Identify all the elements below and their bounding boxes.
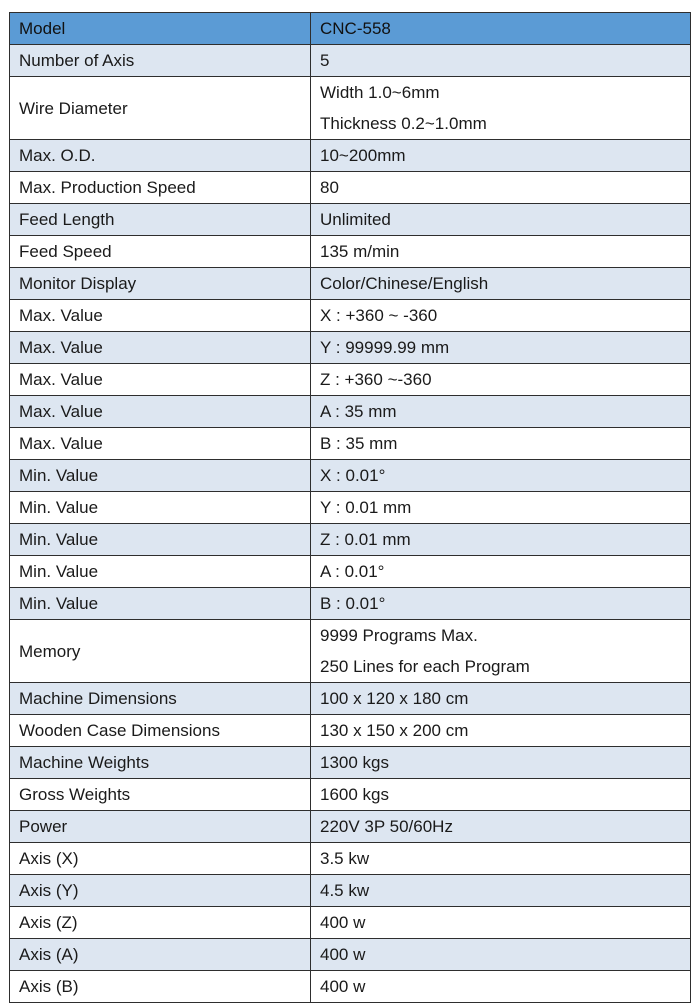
table-header-row [10, 13, 691, 45]
spec-value-line: 3.5 kw [320, 849, 370, 868]
table-row [10, 172, 691, 204]
table-row [10, 875, 691, 907]
table-row [10, 779, 691, 811]
spec-label: Gross Weights [10, 779, 311, 811]
spec-value-line: 220V 3P 50/60Hz [320, 817, 453, 836]
spec-value [311, 492, 691, 524]
table-row [10, 683, 691, 715]
spec-value-line: X : 0.01° [320, 466, 386, 485]
spec-label: Max. O.D. [10, 140, 311, 172]
spec-value [311, 172, 691, 204]
table-row [10, 140, 691, 172]
table-row [10, 204, 691, 236]
spec-value [311, 396, 691, 428]
spec-value-line: Width 1.0~6mm [320, 83, 440, 102]
table-row [10, 556, 691, 588]
spec-label: Max. Value [10, 332, 311, 364]
spec-label: Max. Value [10, 396, 311, 428]
spec-label: Power [10, 811, 311, 843]
spec-label: Wire Diameter [10, 77, 311, 140]
spec-value-line: 10~200mm [320, 146, 406, 165]
table-row [10, 843, 691, 875]
spec-value-line: 130 x 150 x 200 cm [320, 721, 469, 740]
spec-label: Monitor Display [10, 268, 311, 300]
table-row [10, 715, 691, 747]
table-row [10, 907, 691, 939]
spec-value [311, 779, 691, 811]
spec-value-line: 400 w [320, 977, 366, 996]
spec-value-line: 5 [320, 51, 330, 70]
spec-value [311, 715, 691, 747]
spec-label: Wooden Case Dimensions [10, 715, 311, 747]
spec-value [311, 77, 691, 140]
spec-label: Min. Value [10, 524, 311, 556]
spec-value [311, 204, 691, 236]
table-row [10, 364, 691, 396]
spec-value [311, 460, 691, 492]
spec-value-line: Z : +360 ~-360 [320, 370, 432, 389]
spec-label: Number of Axis [10, 45, 311, 77]
spec-value [311, 588, 691, 620]
spec-label: Axis (A) [10, 939, 311, 971]
spec-label: Min. Value [10, 588, 311, 620]
table-row [10, 939, 691, 971]
table-row [10, 45, 691, 77]
spec-value [311, 811, 691, 843]
spec-value-line: Y : 0.01 mm [320, 498, 412, 517]
table-row [10, 524, 691, 556]
spec-value-line: 4.5 kw [320, 881, 370, 900]
spec-value-line: X : +360 ~ -360 [320, 306, 438, 325]
table-row [10, 332, 691, 364]
table-row [10, 77, 691, 140]
table-row [10, 971, 691, 1003]
spec-value-line: A : 35 mm [320, 402, 397, 421]
spec-value-line: 9999 Programs Max. [320, 626, 478, 645]
spec-label: Memory [10, 620, 311, 683]
header-label: Model [10, 13, 311, 45]
table-row [10, 236, 691, 268]
table-row [10, 811, 691, 843]
spec-value [311, 140, 691, 172]
spec-value-line: B : 35 mm [320, 434, 398, 453]
spec-value-line: 135 m/min [320, 242, 400, 261]
spec-value [311, 364, 691, 396]
spec-value-line: Unlimited [320, 210, 391, 229]
spec-label: Max. Production Speed [10, 172, 311, 204]
spec-label: Axis (B) [10, 971, 311, 1003]
spec-label: Max. Value [10, 300, 311, 332]
spec-value-line: Z : 0.01 mm [320, 530, 411, 549]
spec-value [311, 620, 691, 683]
spec-label: Axis (X) [10, 843, 311, 875]
table-row [10, 396, 691, 428]
spec-value [311, 268, 691, 300]
spec-value-line: 400 w [320, 913, 366, 932]
spec-label: Max. Value [10, 364, 311, 396]
spec-table [9, 12, 691, 1003]
spec-value-line: Y : 99999.99 mm [320, 338, 450, 357]
table-row [10, 620, 691, 683]
spec-value [311, 747, 691, 779]
spec-value [311, 45, 691, 77]
spec-value-line: 100 x 120 x 180 cm [320, 689, 469, 708]
spec-label: Min. Value [10, 556, 311, 588]
spec-table-body [10, 13, 691, 1003]
spec-label: Feed Speed [10, 236, 311, 268]
spec-label: Machine Weights [10, 747, 311, 779]
spec-value-line: 80 [320, 178, 339, 197]
table-row [10, 428, 691, 460]
spec-label: Axis (Y) [10, 875, 311, 907]
spec-value-line: 1600 kgs [320, 785, 389, 804]
spec-label: Min. Value [10, 492, 311, 524]
spec-value [311, 939, 691, 971]
spec-value [311, 300, 691, 332]
spec-value-line: 250 Lines for each Program [320, 657, 530, 676]
spec-label: Feed Length [10, 204, 311, 236]
spec-value [311, 683, 691, 715]
spec-value-line: B : 0.01° [320, 594, 386, 613]
table-row [10, 300, 691, 332]
spec-value [311, 907, 691, 939]
spec-label: Axis (Z) [10, 907, 311, 939]
table-row [10, 747, 691, 779]
spec-label: Min. Value [10, 460, 311, 492]
spec-value-line: Thickness 0.2~1.0mm [320, 114, 487, 133]
spec-value [311, 524, 691, 556]
table-row [10, 492, 691, 524]
header-value: CNC-558 [311, 13, 691, 45]
spec-value-line: A : 0.01° [320, 562, 385, 581]
spec-label: Max. Value [10, 428, 311, 460]
spec-value [311, 236, 691, 268]
spec-value [311, 875, 691, 907]
spec-value [311, 332, 691, 364]
table-row [10, 460, 691, 492]
spec-value [311, 556, 691, 588]
spec-label: Machine Dimensions [10, 683, 311, 715]
spec-value-line: Color/Chinese/English [320, 274, 489, 293]
spec-value [311, 971, 691, 1003]
spec-value-line: 400 w [320, 945, 366, 964]
spec-value [311, 843, 691, 875]
spec-value [311, 428, 691, 460]
table-row [10, 588, 691, 620]
table-row [10, 268, 691, 300]
spec-value-line: 1300 kgs [320, 753, 389, 772]
